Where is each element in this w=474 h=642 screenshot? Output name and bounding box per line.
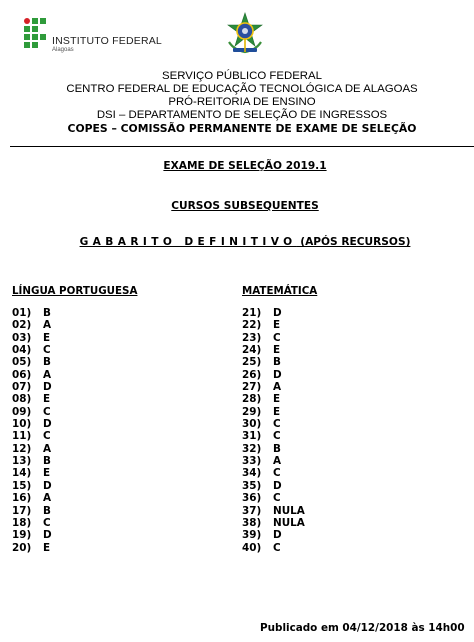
question-number: 01) (12, 307, 32, 319)
question-number: 04) (12, 344, 32, 357)
answer-letter: NULA (273, 516, 305, 529)
header-divider (10, 146, 474, 147)
answer-letter: A (43, 442, 52, 455)
answer-letter: C (273, 430, 281, 443)
question-number: 27) (242, 381, 262, 394)
question-number: 13) (12, 455, 32, 468)
answer-letter: D (43, 479, 52, 492)
answer-row (242, 467, 317, 479)
answer-letter: E (273, 393, 281, 406)
answer-row (12, 369, 137, 381)
answer-letter: A (43, 368, 52, 381)
answer-letter: E (273, 319, 281, 332)
answer-row (12, 492, 137, 504)
answer-row (12, 356, 137, 368)
answer-row (12, 393, 137, 405)
question-number: 32) (242, 442, 262, 455)
answer-letter: C (273, 492, 281, 505)
answer-row (242, 393, 317, 405)
answer-row (12, 467, 137, 479)
answer-letter: C (273, 467, 281, 480)
question-number: 36) (242, 492, 262, 505)
answer-letter: D (273, 368, 282, 381)
publication-note: Publicado em 04/12/2018 às 14h00 (260, 622, 465, 634)
portuguese-answer-list (12, 307, 137, 554)
answer-letter: B (273, 356, 281, 369)
question-number: 02) (12, 319, 32, 332)
question-number: 38) (242, 516, 262, 529)
header-line: DSI – DEPARTAMENTO DE SELEÇÃO DE INGRESSOS (96, 109, 388, 121)
question-number: 31) (242, 430, 262, 443)
question-number: 19) (12, 529, 32, 542)
answer-row (242, 344, 317, 356)
answer-row (242, 443, 317, 455)
document-header (40, 70, 444, 135)
question-number: 11) (12, 430, 32, 443)
question-number: 28) (242, 393, 262, 406)
question-number: 30) (242, 418, 262, 431)
question-number: 14) (12, 467, 32, 480)
answer-row (12, 430, 137, 442)
answer-row (12, 455, 137, 467)
header-committee: COPES – COMISSÃO PERMANENTE DE EXAME DE SELEÇÃO (67, 122, 417, 135)
question-number: 06) (12, 368, 32, 381)
header-line: SERVIÇO PÚBLICO FEDERAL (162, 70, 322, 82)
answer-row (12, 505, 137, 517)
answer-letter: C (273, 331, 281, 344)
answer-letter: B (43, 307, 51, 319)
answer-row (242, 529, 317, 541)
institution-name (52, 35, 162, 53)
gabarito-title (8, 236, 474, 248)
answer-letter: A (43, 319, 52, 332)
question-number: 05) (12, 356, 32, 369)
answer-letter: D (273, 529, 282, 542)
answer-letter: C (43, 344, 51, 357)
answer-row (12, 344, 137, 356)
question-number: 17) (12, 504, 32, 517)
answer-letter: B (43, 356, 51, 369)
question-number: 18) (12, 516, 32, 529)
question-number: 40) (242, 541, 262, 554)
answer-letter: C (273, 418, 281, 431)
answer-letter: NULA (273, 504, 305, 517)
answer-letter: D (273, 307, 282, 319)
question-number: 22) (242, 319, 262, 332)
answer-row (242, 406, 317, 418)
question-number: 33) (242, 455, 262, 468)
question-number: 37) (242, 504, 262, 517)
portuguese-column (12, 285, 137, 554)
institution-campus: Alagoas (52, 47, 74, 53)
answer-row (242, 418, 317, 430)
answer-row (242, 430, 317, 442)
answer-letter: E (273, 405, 281, 418)
answer-row (242, 542, 317, 554)
answer-row (242, 332, 317, 344)
answer-row (12, 542, 137, 554)
question-number: 39) (242, 529, 262, 542)
answer-letter: D (273, 479, 282, 492)
answer-row (12, 319, 137, 331)
answer-letter: C (43, 516, 51, 529)
answer-letter: E (273, 344, 281, 357)
answer-row (12, 529, 137, 541)
institution-title: INSTITUTO FEDERAL (52, 35, 162, 47)
answer-row (242, 455, 317, 467)
answer-row (12, 517, 137, 529)
exam-title: EXAME DE SELEÇÃO 2019.1 (163, 160, 327, 172)
question-number: 07) (12, 381, 32, 394)
question-number: 15) (12, 479, 32, 492)
answer-row (242, 517, 317, 529)
answer-row (242, 492, 317, 504)
answer-row (242, 356, 317, 368)
answer-row (12, 443, 137, 455)
question-number: 35) (242, 479, 262, 492)
answer-letter: A (273, 455, 282, 468)
answer-letter: E (43, 467, 51, 480)
question-number: 20) (12, 541, 32, 554)
answer-row (12, 406, 137, 418)
courses-title: CURSOS SUBSEQUENTES (171, 200, 319, 212)
question-number: 09) (12, 405, 32, 418)
ifal-logo-icon (24, 18, 46, 52)
answer-letter: E (43, 393, 51, 406)
answer-row (242, 381, 317, 393)
answer-letter: D (43, 529, 52, 542)
answer-letter: C (273, 541, 281, 554)
answer-row (242, 319, 317, 331)
question-number: 29) (242, 405, 262, 418)
math-heading: MATEMÁTICA (242, 285, 318, 297)
question-number: 26) (242, 368, 262, 381)
question-number: 08) (12, 393, 32, 406)
question-number: 12) (12, 442, 32, 455)
gabarito-suffix: (APÓS RECURSOS) (296, 236, 411, 248)
answer-row (12, 307, 137, 319)
answer-row (12, 418, 137, 430)
question-number: 25) (242, 356, 262, 369)
answer-letter: B (43, 504, 51, 517)
answer-row (12, 381, 137, 393)
coat-of-arms-icon (222, 12, 268, 56)
math-answer-list (242, 307, 317, 554)
answer-letter: D (43, 418, 52, 431)
answer-row (12, 480, 137, 492)
answer-row (242, 307, 317, 319)
answer-row (242, 480, 317, 492)
question-number: 34) (242, 467, 262, 480)
answer-letter: A (43, 492, 52, 505)
answer-letter: B (43, 455, 51, 468)
answer-letter: A (273, 381, 282, 394)
header-line: PRÓ-REITORIA DE ENSINO (168, 96, 316, 108)
answer-letter: D (43, 381, 52, 394)
portuguese-heading: LÍNGUA PORTUGUESA (12, 285, 138, 297)
question-number: 21) (242, 307, 262, 319)
gabarito-spaced: GABARITO DEFINITIVO (79, 236, 297, 248)
question-number: 24) (242, 344, 262, 357)
question-number: 16) (12, 492, 32, 505)
math-column (242, 285, 317, 554)
question-number: 10) (12, 418, 32, 431)
answer-letter: C (43, 430, 51, 443)
header-line: CENTRO FEDERAL DE EDUCAÇÃO TECNOLÓGICA DE ALAGOAS (66, 83, 418, 95)
answer-letter: B (273, 442, 281, 455)
answer-letter: C (43, 405, 51, 418)
answer-row (242, 369, 317, 381)
answer-row (12, 332, 137, 344)
answer-letter: E (43, 331, 51, 344)
answer-row (242, 505, 317, 517)
answer-letter: E (43, 541, 51, 554)
question-number: 23) (242, 331, 262, 344)
question-number: 03) (12, 331, 32, 344)
